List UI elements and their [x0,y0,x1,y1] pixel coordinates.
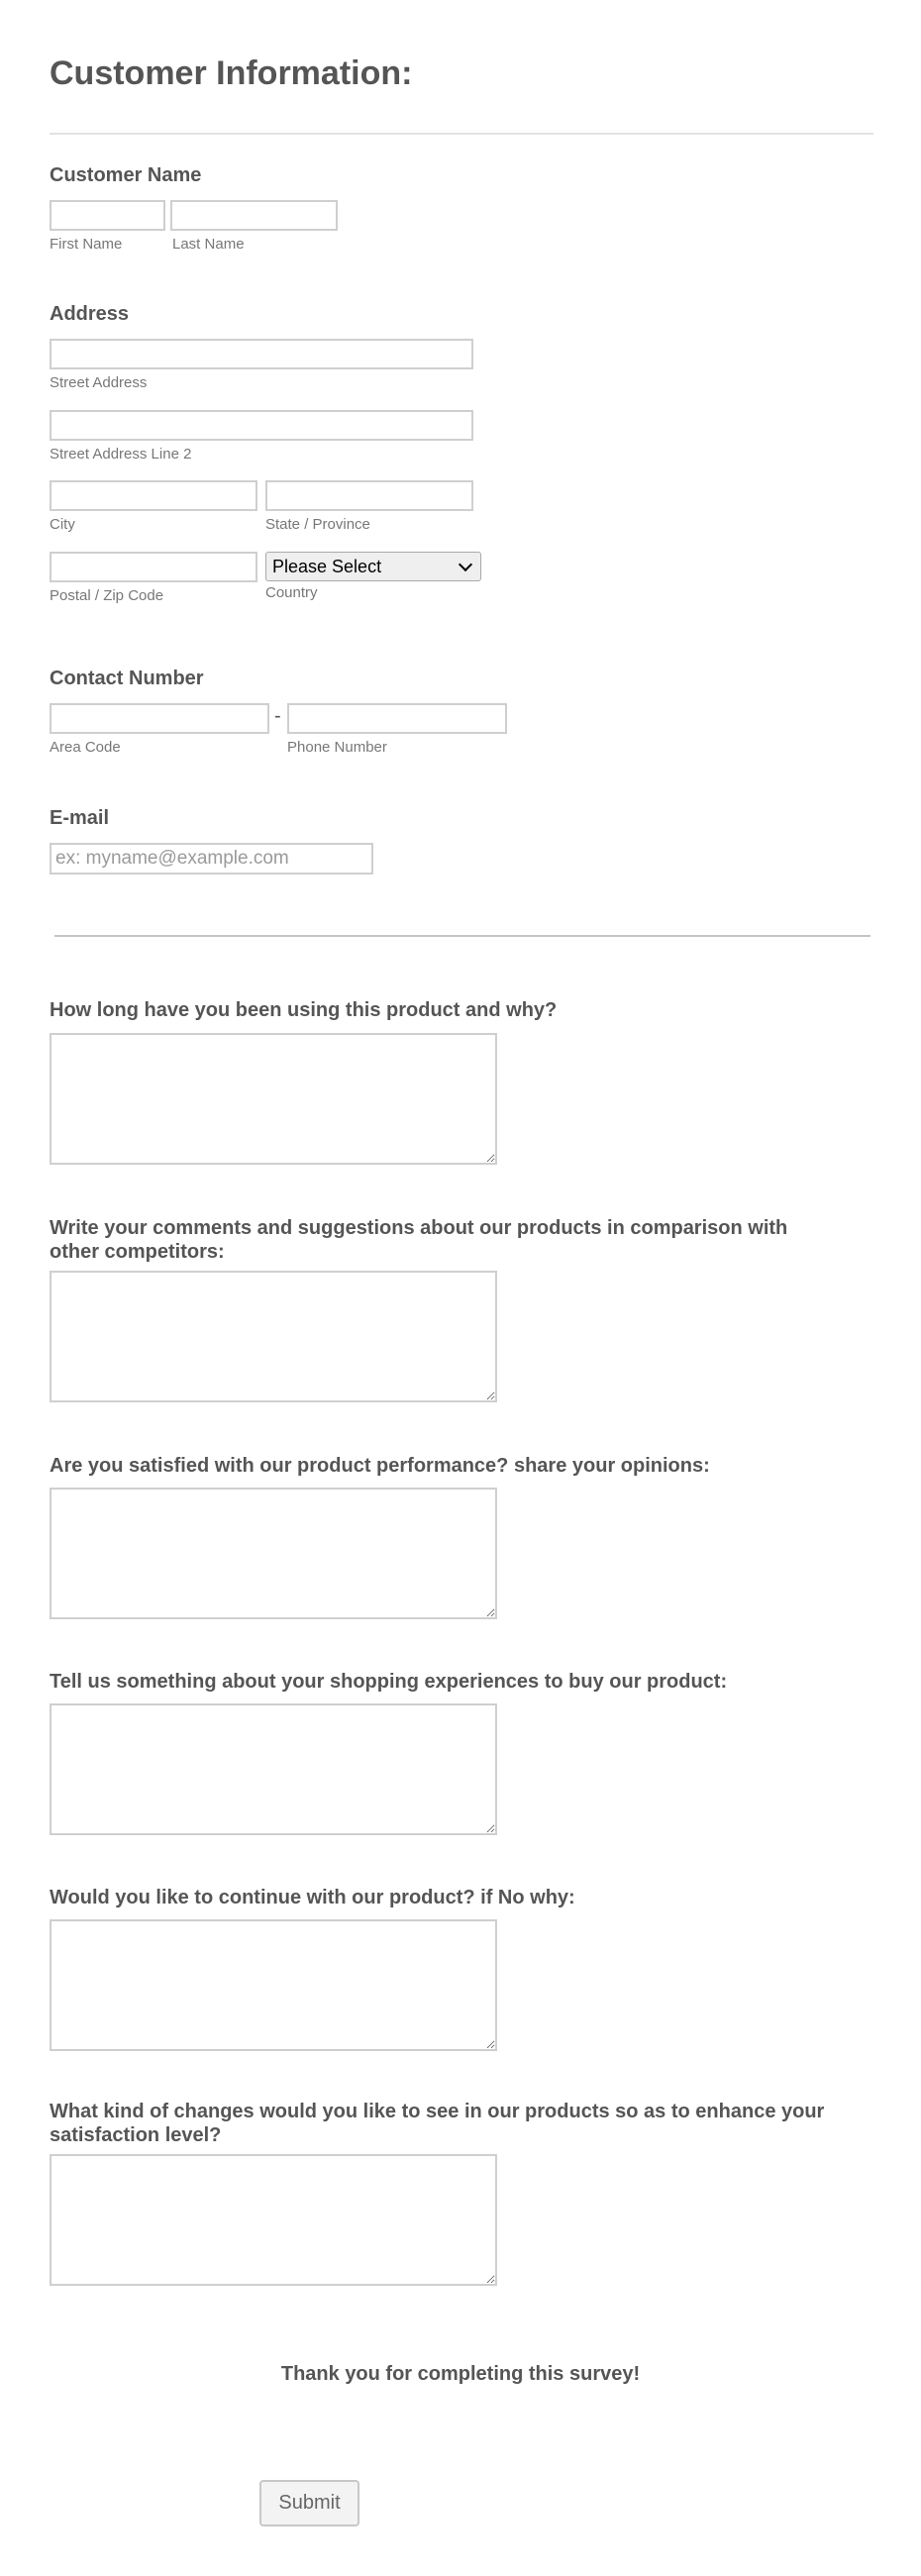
page-title: Customer Information: [50,54,413,92]
question-2-textarea[interactable] [50,1271,497,1402]
postal-zip-input[interactable] [50,552,257,582]
street-address-input[interactable] [50,339,473,369]
header-divider [50,133,873,135]
question-4-textarea[interactable] [50,1703,497,1835]
phone-number-input[interactable] [287,703,507,734]
question-1-label: How long have you been using this product and why? [50,999,558,1021]
question-3-textarea[interactable] [50,1488,497,1619]
state-province-input[interactable] [265,480,473,511]
phone-number-sublabel: Phone Number [287,739,387,756]
section-divider [54,935,870,937]
postal-zip-sublabel: Postal / Zip Code [50,587,164,604]
question-6-label: What kind of changes would you like to see in our products so as to enhance your satisfaction level? [50,2101,825,2146]
question-6-textarea[interactable] [50,2154,497,2286]
area-code-input[interactable] [50,703,269,734]
last-name-input[interactable] [170,200,338,231]
country-select-value: Please Select [272,556,382,576]
email-label: E-mail [50,807,110,829]
first-name-sublabel: First Name [50,236,123,253]
question-5-label: Would you like to continue with our product? if No why: [50,1887,575,1908]
state-province-sublabel: State / Province [265,516,370,533]
area-code-sublabel: Area Code [50,739,121,756]
street-address-line2-sublabel: Street Address Line 2 [50,446,192,463]
submit-button[interactable]: Submit [259,2480,359,2526]
email-input[interactable] [50,843,373,875]
city-input[interactable] [50,480,257,511]
street-address-line2-input[interactable] [50,410,473,441]
chevron-down-icon [459,557,472,570]
question-4-label: Tell us something about your shopping experiences to buy our product: [50,1671,728,1693]
question-3-label: Are you satisfied with our product performance? share your opinions: [50,1455,710,1477]
last-name-sublabel: Last Name [172,236,245,253]
contact-number-label: Contact Number [50,668,204,689]
customer-name-label: Customer Name [50,164,202,186]
first-name-input[interactable] [50,200,165,231]
question-2-label: Write your comments and suggestions about our products in comparison with other competitors: [50,1217,788,1263]
country-sublabel: Country [265,584,318,601]
question-5-textarea[interactable] [50,1919,497,2051]
address-label: Address [50,303,130,325]
thank-you-message: Thank you for completing this survey! [280,2363,641,2385]
question-1-textarea[interactable] [50,1033,497,1165]
phone-separator: - [274,705,281,727]
city-sublabel: City [50,516,75,533]
country-select[interactable] [265,552,481,581]
street-address-sublabel: Street Address [50,374,148,391]
